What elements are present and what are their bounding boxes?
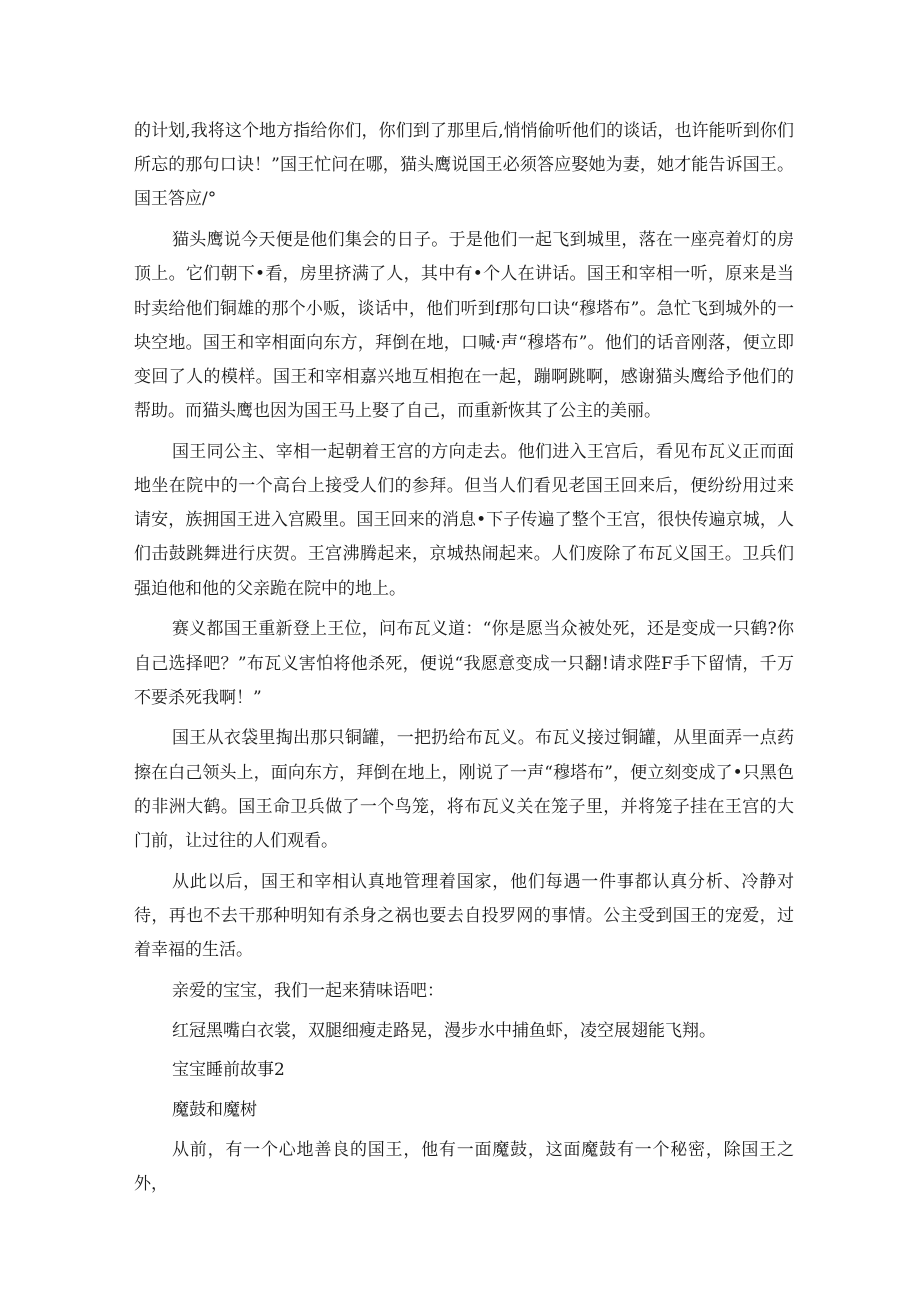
paragraph-continuation: 的计划,我将这个地方指给你们，你们到了那里后,悄悄偷听他们的谈话，也许能听到你们所忘的那句口诀！”国王忙问在哪，猫头鹰说国王必须答应娶她为妻，她才能告诉国王。国王答应/° xyxy=(134,121,794,210)
paragraph-magic-drum-start: 从前，有一个心地善良的国王，他有一面魔鼓，这面魔鼓有一个秘密，除国王之外， xyxy=(134,1139,794,1194)
story-title: 魔鼓和魔树 xyxy=(172,1099,257,1120)
section-heading: 宝宝睡前故事2 xyxy=(172,1060,285,1081)
paragraph-owl-gathering: 猫头鹰说今天便是他们集会的日子。于是他们一起飞到城里，落在一座亮着灯的房顶上。它们朝下•看，房里挤满了人，其中有•个人在讲话。国王和宰相一听，原来是当时卖给他们铜雄的那个小贩，谈话中，他们听到f那句口诀“穆塔布”。急忙飞到城外的一块空地。国王和宰相面向东方，拜倒在地，口喊·声“穆塔布”。他们的话音刚落，便立即变回了人的模样。国王和宰相嘉兴地互相抱在一起，蹦啊跳啊，感谢猫头鹰给予他们的帮助。而猫头鹰也因为国王马上娶了自己，而重新恢其了公主的美丽。 xyxy=(134,230,794,422)
paragraph-crane-transformation: 国王从衣袋里掏出那只铜罐，一把扔给布瓦义。布瓦义接过铜罐，从里面弄一点药擦在白己领头上，面向东方，拜倒在地上，刚说了一声“穆塔布”，便立刻变成了•只黑色的非洲大鹤。国王命卫兵做了一个鸟笼，将布瓦义关在笼子里，并将笼子挂在王宫的大门前，让过往的人们观看。 xyxy=(134,728,794,852)
paragraph-king-questions: 赛义都国王重新登上王位，问布瓦义道：“你是愿当众被处死，还是变成一只鹤?你自己选择吧？”布瓦义害怕将他杀死，便说“我愿意变成一只翻!请求陛F手下留情，千万不要杀死我啊！” xyxy=(134,619,794,708)
paragraph-happy-ending: 从此以后，国王和宰相认真地管理着国家，他们每遇一件事都认真分析、冷静对待，再也不去干那种明知有杀身之祸也要去自投罗网的事情。公主受到国王的宠爱，过着幸福的生活。 xyxy=(134,871,794,961)
paragraph-return-to-palace: 国王同公主、宰相一起朝着王宫的方向走去。他们进入王宫后，看见布瓦义正而面地坐在院中的一个高台上接受人们的参拜。但当人们看见老国王回来后，便纷纷用过来请安，族拥国王进入宫殿里。国王回来的消息•下子传遍了整个王宫，很快传遍京城，人们击鼓跳舞进行庆贺。王宫沸腾起来，京城热闹起来。人们废除了布瓦义国王。卫兵们强迫他和他的父亲跪在院中的地上。 xyxy=(134,441,794,599)
riddle-text: 红冠黑嘴白衣裳，双腿细瘦走路晃，漫步水中捕鱼虾，凌空展翅能飞翔。 xyxy=(172,1020,716,1041)
story-text xyxy=(134,114,794,1208)
riddle-intro: 亲爱的宝宝，我们一起来猜味语吧： xyxy=(172,980,444,1001)
